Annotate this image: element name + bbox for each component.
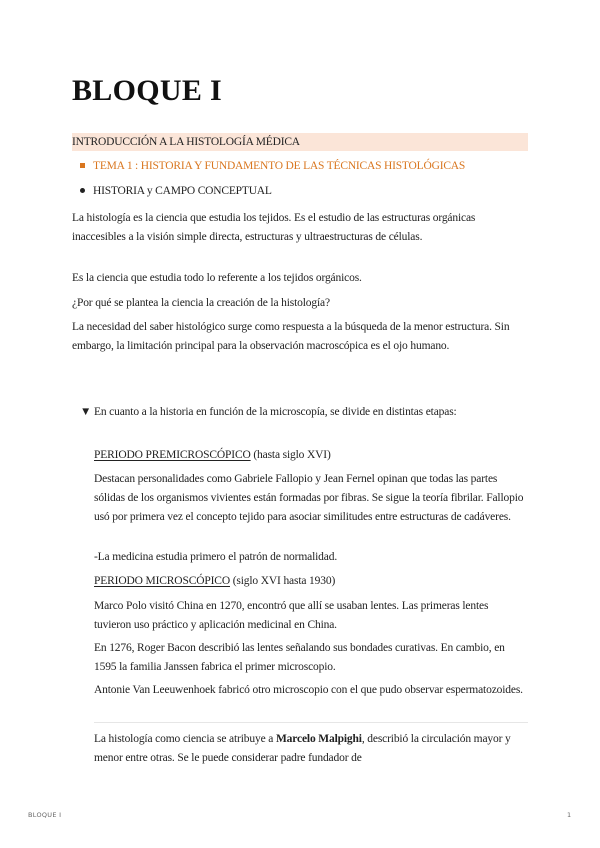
dot-bullet-icon — [80, 188, 85, 193]
section-header: INTRODUCCIÓN A LA HISTOLOGÍA MÉDICA — [72, 133, 528, 151]
sub-item-label: HISTORIA y CAMPO CONCEPTUAL — [93, 185, 272, 197]
paragraph: La histología es la ciencia que estudia los tejidos. Es el estudio de las estructuras orgánicas inaccesibles a la visión simple directa, estructuras y ultraestructuras de células. — [72, 212, 476, 243]
paragraph: Marco Polo visitó China en 1270, encontró que allí se usaban lentes. Las primeras lentes tuvieron uso práctico y aplicación medicinal en China. — [94, 600, 489, 631]
paragraph: Destacan personalidades como Gabriele Fallopio y Jean Fernel opinan que todas las partes sólidas de los organismos vivientes están formadas por fibras. Se sigue la teoría fibrilar. Fallopio usó por primera vez el concepto tejido para asociar similitudes entre estructuras de cadáveres. — [94, 473, 524, 523]
paragraph: -La medicina estudia primero el patrón de normalidad. — [94, 551, 338, 563]
toggle-text: En cuanto a la historia en función de la microscopía, se divide en distintas etapas: — [93, 406, 457, 418]
paragraph: Es la ciencia que estudia todo lo referente a los tejidos orgánicos. — [72, 272, 362, 284]
period-range: (hasta siglo XVI) — [253, 449, 331, 461]
square-bullet-icon — [80, 163, 85, 168]
period-range: (siglo XVI hasta 1930) — [232, 575, 336, 587]
paragraph: La necesidad del saber histológico surge como respuesta a la búsqueda de la menor estructura. Sin embargo, la limitación principal para la observación macroscópica es el ojo humano. — [72, 321, 510, 352]
topic-label: TEMA 1 : HISTORIA Y FUNDAMENTO DE LAS TÉCNICAS HISTOLÓGICAS — [93, 160, 466, 172]
paragraph: Antonie Van Leeuwenhoek fabricó otro microscopio con el que pudo observar espermatozoides. — [94, 684, 523, 696]
history-toggle[interactable] — [80, 403, 500, 422]
period-name: PERIODO MICROSCÓPICO — [94, 575, 230, 587]
period-name: PERIODO PREMICROSCÓPICO — [94, 449, 251, 461]
closing-text-start: La histología como ciencia se atribuye a — [94, 733, 276, 745]
topic-list-item — [72, 160, 465, 172]
page-number: 1 — [567, 811, 572, 819]
closing-text-end: , describió la circulación mayor y menor entre otras. Se le puede considerar padre fundador de — [94, 733, 511, 764]
paragraph: En 1276, Roger Bacon describió las lentes señalando sus bondades curativas. En cambio, en 1595 la familia Janssen fabrica el primer microscopio. — [94, 642, 505, 673]
sub-list-item — [72, 185, 272, 197]
divider — [94, 722, 528, 723]
footer-title: BLOQUE I — [28, 811, 62, 819]
page-title: BLOQUE I — [72, 74, 222, 107]
triangle-down-icon[interactable]: ▼ — [80, 406, 92, 418]
closing-paragraph — [94, 730, 528, 768]
period-heading — [94, 446, 528, 465]
period-heading — [94, 572, 528, 591]
malpighi-name: Marcelo Malpighi — [275, 733, 362, 745]
paragraph: ¿Por qué se plantea la ciencia la creación de la histología? — [72, 297, 330, 309]
